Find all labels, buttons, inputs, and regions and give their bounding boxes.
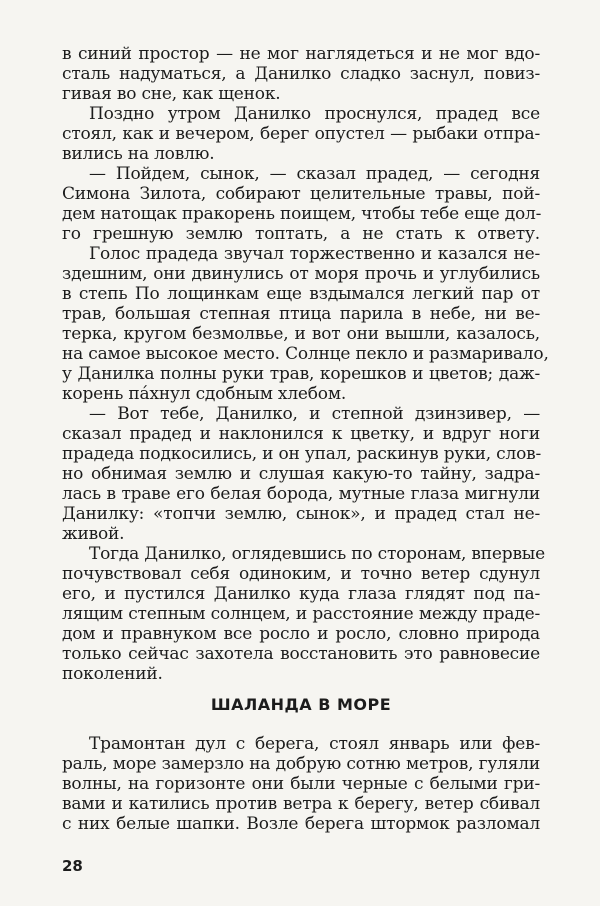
text-line: Голос прадеда звучал торжественно и казался не- (89, 244, 540, 264)
text-line: дем натощак пракорень поищем, чтобы тебе еще дол- (62, 204, 542, 224)
text-line: почувствовал себя одиноким, и точно ветер сдунул (62, 564, 540, 584)
text-line: на самое высокое место. Солнце пекло и размаривало, (62, 344, 549, 364)
text-line: у Данилка полны руки трав, корешков и цветов; даж- (62, 364, 540, 384)
text-line: стоял, как и вечером, берег опустел — рыбаки отпра- (62, 124, 540, 144)
text-line: поколений. (62, 664, 163, 684)
text-line: Данилку: «топчи землю, сынок», и прадед стал не- (62, 504, 540, 524)
text-line: лящим степным солнцем, и расстояние между праде- (62, 604, 540, 624)
text-line: терка, кругом безмолвье, и вот они вышли, казалось, (62, 324, 540, 344)
text-line: вились на ловлю. (62, 144, 215, 164)
text-line: сказал прадед и наклонился к цветку, и вдруг ноги (62, 424, 540, 444)
text-line: его, и пустился Данилко куда глаза глядят под па- (62, 584, 540, 604)
paragraph (62, 734, 540, 834)
text-line: с них белые шапки. Возле берега штормок разломал (62, 814, 540, 834)
text-line: Трамонтан дул с берега, стоял январь или фев- (89, 734, 540, 754)
text-line: живой. (62, 524, 125, 544)
text-line: трав, большая степная птица парила в небе, ни ве- (62, 304, 540, 324)
text-line: в синий простор — не мог наглядеться и не мог вдо- (62, 44, 540, 64)
text-line: Тогда Данилко, оглядевшись по сторонам, впервые (89, 544, 546, 564)
text-line: — Пойдем, сынок, — сказал прадед, — сегодня (89, 164, 540, 184)
paragraph (62, 404, 540, 544)
text-line: Симона Зилота, собирают целительные травы, пой- (62, 184, 540, 204)
text-line: прадеда подкосились, и он упал, раскинув руки, слов- (62, 444, 542, 464)
paragraph (62, 164, 540, 244)
text-line: гивая во сне, как щенок. (62, 84, 281, 104)
text-line: в степь По лощинкам еще вздымался легкий пар от (62, 284, 540, 304)
text-line: но обнимая землю и слушая какую-то тайну, задра- (62, 464, 540, 484)
text-line: Поздно утром Данилко проснулся, прадед все (89, 104, 540, 124)
text-line: только сейчас захотела восстановить это равновесие (62, 644, 540, 664)
text-line: вами и катились против ветра к берегу, ветер сбивал (62, 794, 540, 814)
text-line: сталь надуматься, а Данилко сладко заснул, повиз- (62, 64, 540, 84)
text-line: здешним, они двинулись от моря прочь и углубились (62, 264, 540, 284)
paragraph (62, 244, 549, 404)
text-line: корень пáхнул сдобным хлебом. (62, 384, 347, 404)
section-heading: ШАЛАНДА В МОРЕ (210, 695, 392, 714)
paragraph (62, 104, 540, 164)
text-block-upper (62, 44, 549, 684)
text-line: лась в траве его белая борода, мутные глаза мигнули (62, 484, 540, 504)
paragraph (62, 544, 546, 684)
text-line: — Вот тебе, Данилко, и степной дзинзивер, — (89, 404, 540, 424)
text-line: раль, море замерзло на добрую сотню метров, гуляли (62, 754, 540, 774)
text-line: волны, на горизонте они были черные с белыми гри- (62, 774, 540, 794)
paragraph (62, 44, 540, 104)
text-line: го грешную землю топтать, а не стать к ответу. (62, 224, 540, 244)
text-line: дом и правнуком все росло и росло, словно природа (62, 624, 540, 644)
page-number: 28 (62, 857, 83, 875)
text-block-lower (62, 734, 540, 834)
